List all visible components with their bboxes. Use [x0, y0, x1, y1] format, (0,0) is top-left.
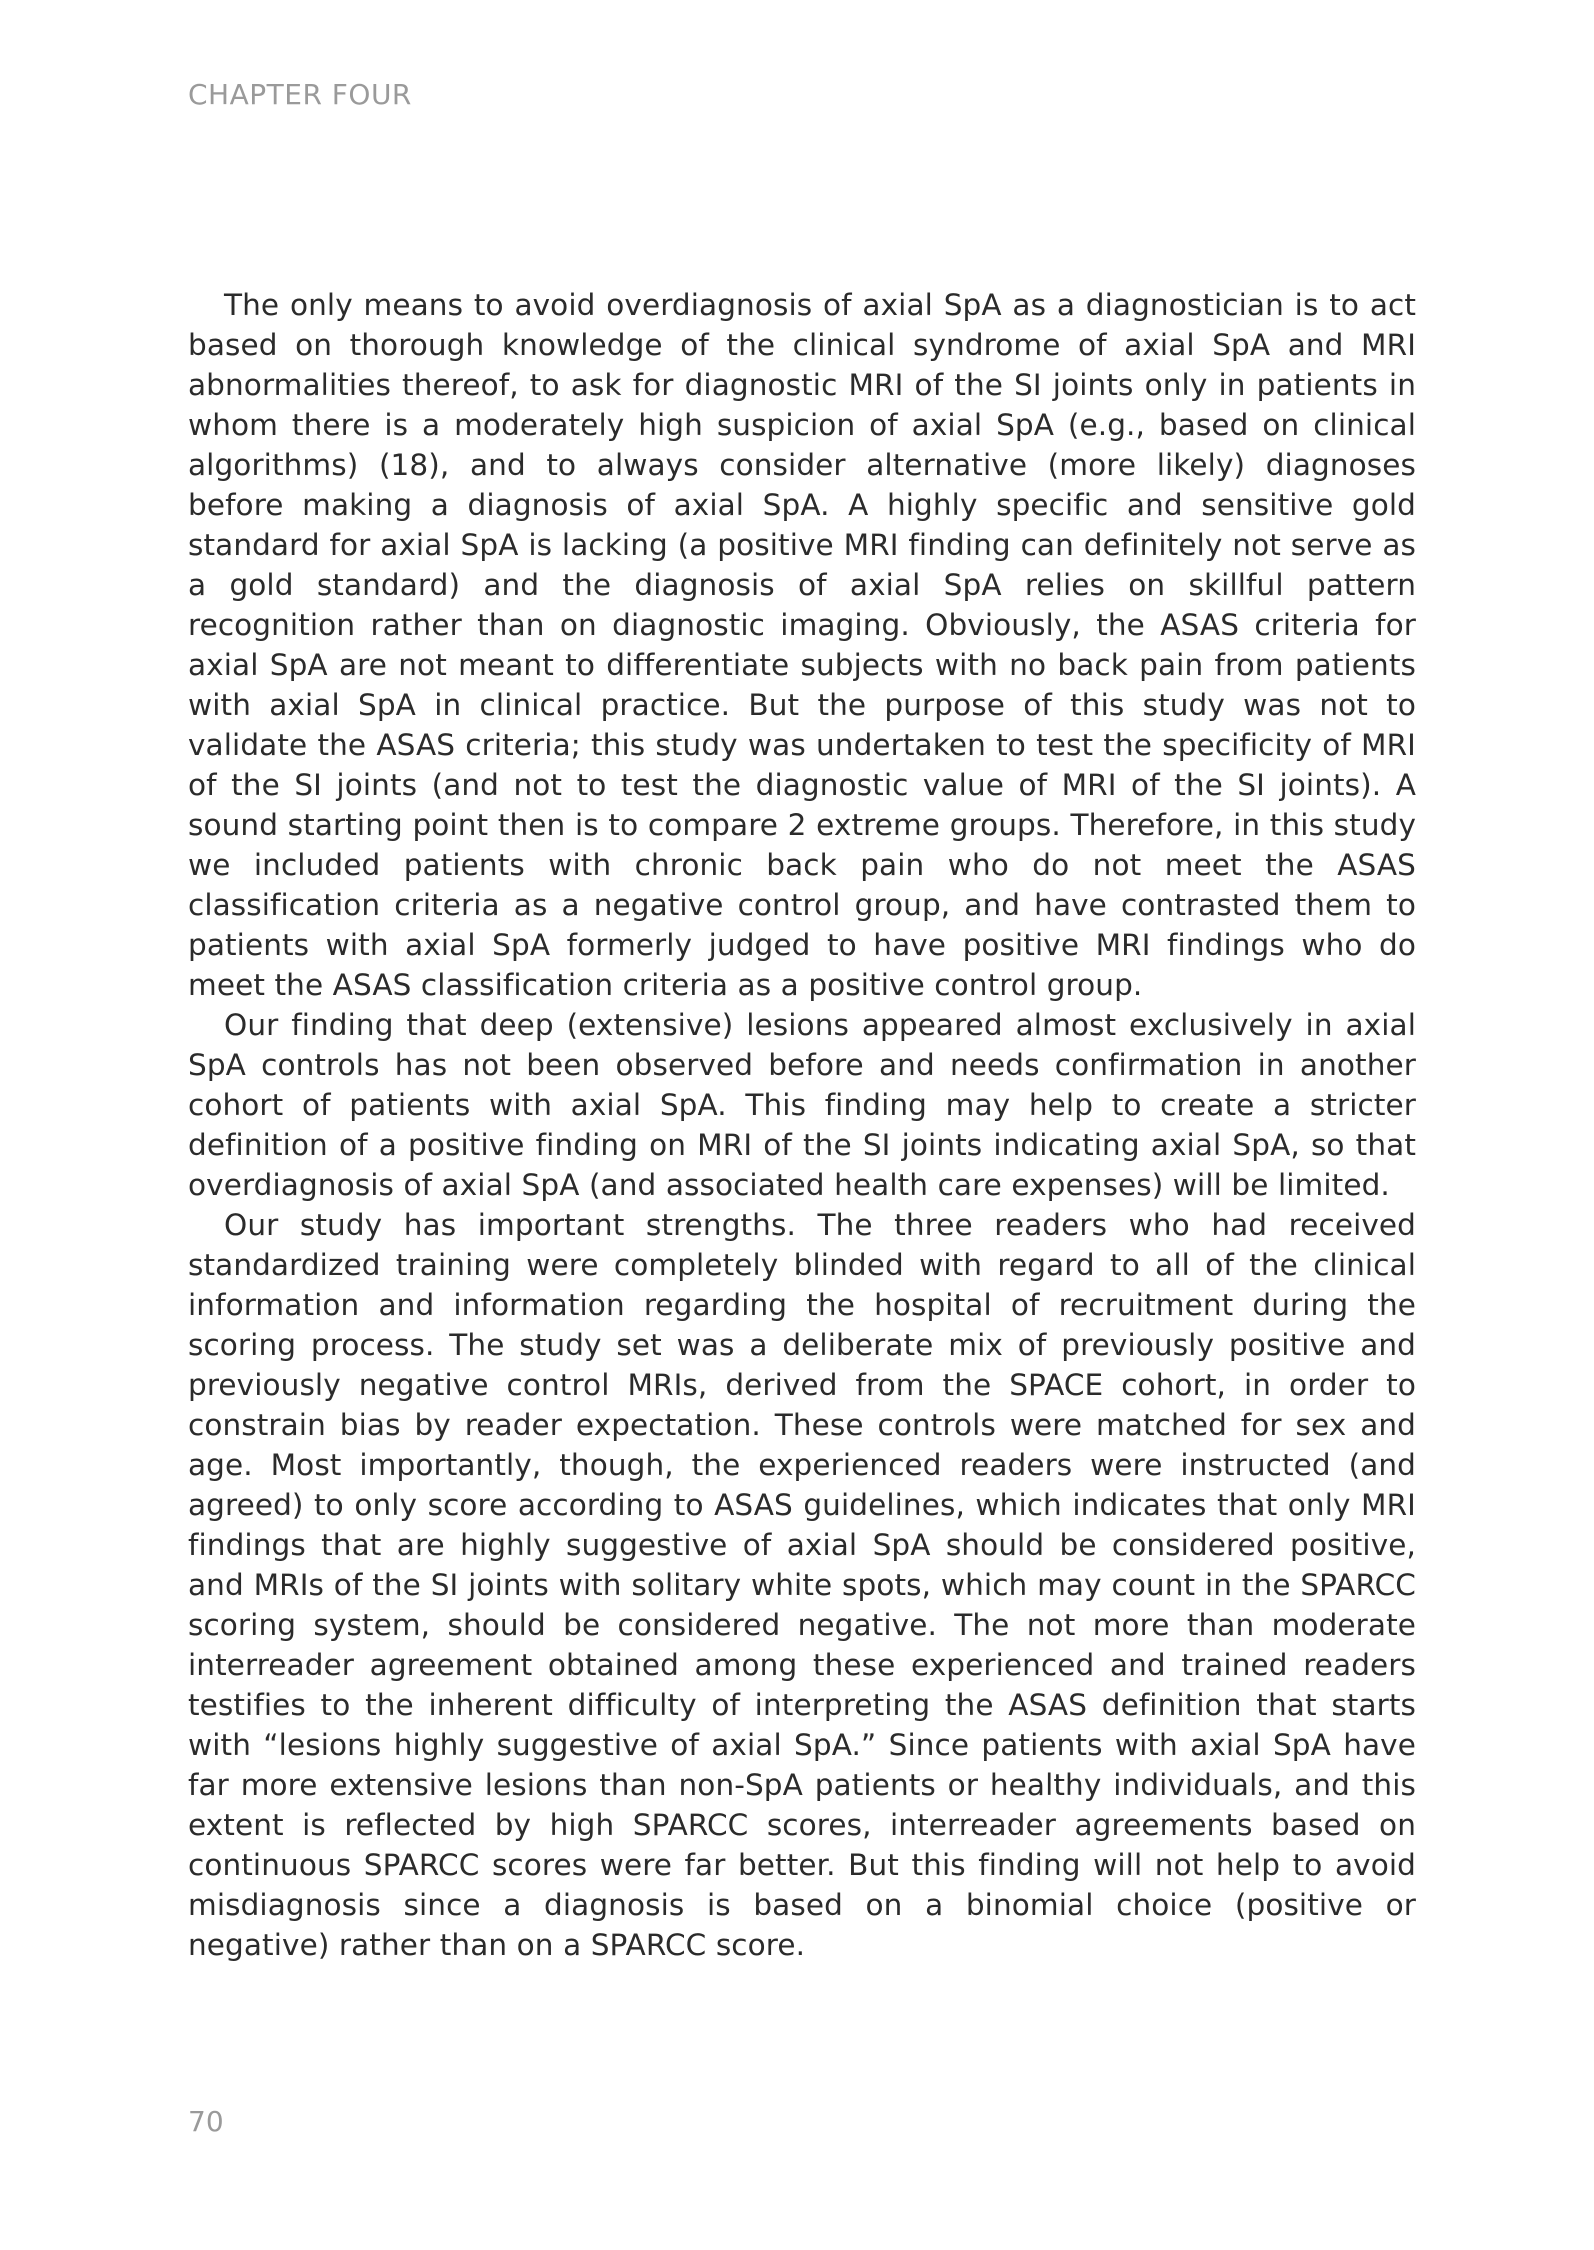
- page-number: 70: [188, 2105, 224, 2138]
- paragraph-3: Our study has important strengths. The three readers who had received standardized training were completely blinded with regard to all of the clinical information and information regarding the hospital of recruitment during the scoring process. The study set was a deliberate mix of previously positive and previously negative control MRIs, derived from the SPACE cohort, in order to constrain bias by reader expectation. These controls were matched for sex and age. Most importantly, though, the experienced readers were instructed (and agreed) to only score according to ASAS guidelines, which indicates that only MRI findings that are highly suggestive of axial SpA should be considered positive, and MRIs of the SI joints with solitary white spots, which may count in the SPARCC scoring system, should be considered negative. The not more than moderate interreader agreement obtained among these experienced and trained readers testifies to the inherent difficulty of interpreting the ASAS definition that starts with “lesions highly suggestive of axial SpA.” Since patients with axial SpA have far more extensive lesions than non-SpA patients or healthy individuals, and this extent is reflected by high SPARCC scores, interreader agreements based on continuous SPARCC scores were far better. But this finding will not help to avoid misdiagnosis since a diagnosis is based on a binomial choice (positive or negative) rather than on a SPARCC score.: [188, 1208, 1416, 1962]
- paragraph-2: Our finding that deep (extensive) lesions appeared almost exclusively in axial SpA controls has not been observed before and needs confirmation in another cohort of patients with axial SpA. This finding may help to create a stricter definition of a positive finding on MRI of the SI joints indicating axial SpA, so that overdiagnosis of axial SpA (and associated health care expenses) will be limited.: [188, 1008, 1416, 1202]
- running-head: CHAPTER FOUR: [188, 78, 412, 111]
- body-text: [188, 285, 1416, 1965]
- paragraph-1: The only means to avoid overdiagnosis of axial SpA as a diagnostician is to act based on thorough knowledge of the clinical syndrome of axial SpA and MRI abnormalities thereof, to ask for diagnostic MRI of the SI joints only in patients in whom there is a moderately high suspicion of axial SpA (e.g., based on clinical algorithms) (18), and to always consider alternative (more likely) diagnoses before making a diagnosis of axial SpA. A highly specific and sensitive gold standard for axial SpA is lacking (a positive MRI finding can definitely not serve as a gold standard) and the diagnosis of axial SpA relies on skillful pattern recognition rather than on diagnostic imaging. Obviously, the ASAS criteria for axial SpA are not meant to differentiate subjects with no back pain from patients with axial SpA in clinical practice. But the purpose of this study was not to validate the ASAS criteria; this study was undertaken to test the specificity of MRI of the SI joints (and not to test the diagnostic value of MRI of the SI joints). A sound starting point then is to compare 2 extreme groups. Therefore, in this study we included patients with chronic back pain who do not meet the ASAS classification criteria as a negative control group, and have contrasted them to patients with axial SpA formerly judged to have positive MRI findings who do meet the ASAS classification criteria as a positive control group.: [188, 288, 1416, 1002]
